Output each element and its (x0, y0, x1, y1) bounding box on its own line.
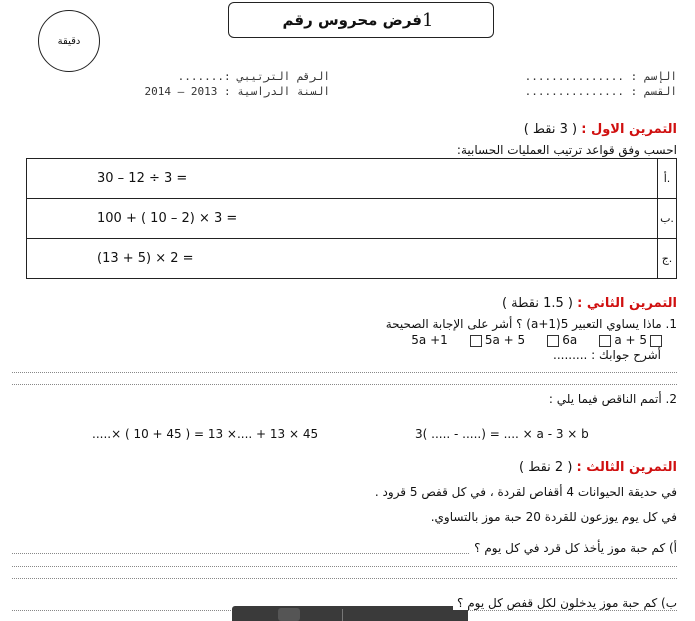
exercise-3-title: التمرين الثالث : (576, 460, 677, 475)
checkbox-option-2[interactable] (470, 335, 482, 347)
seq-number-field: الرقم الترتيبي :....... (177, 70, 330, 83)
row-label-c: ج. (658, 239, 677, 279)
option-3-label: 6a (562, 333, 578, 347)
school-year-field: السنة الدراسية : 2013 – 2014 (144, 85, 330, 98)
exercise-1-title: التمرين الاول : (581, 122, 677, 137)
exercise-2-title: التمرين الثاني : (577, 296, 677, 311)
duration-label: دقيقة (57, 35, 81, 47)
equation-right: 3( ..... - .....) = .... × a - 3 × b (415, 427, 589, 441)
option-2[interactable] (467, 333, 525, 347)
checkbox-option-3[interactable] (547, 335, 559, 347)
answer-line (12, 372, 677, 373)
exercise-2-heading (502, 296, 677, 311)
option-4[interactable] (596, 333, 647, 347)
option-1-label: 5a +1 (411, 333, 448, 347)
checkbox-option-4[interactable] (599, 335, 611, 347)
question-b: ب) كم حبة موز يدخلون لكل قفص كل يوم ؟ (453, 596, 677, 610)
exercise-3-line-1: في حديقة الحيوانات 4 أقفاص لقردة ، في كل قفص 5 قرود . (374, 485, 677, 499)
option-3[interactable] (544, 333, 577, 347)
answer-line (12, 566, 677, 567)
expression-b: 100 + ( 10 – 2) × 3 = (27, 199, 658, 239)
answer-line (12, 578, 677, 579)
table-row (27, 199, 677, 239)
option-4-label: a + 5 (614, 333, 647, 347)
exercise-2-question-2: 2. أتمم الناقص فيما يلي : (548, 392, 677, 406)
duration-circle (38, 10, 100, 72)
exercise-3-line-2: في كل يوم يوزعون للقردة 20 حبة موز بالتساوي. (430, 510, 677, 524)
student-name-field: الإسم : ............... (524, 70, 677, 83)
class-field: القسم : ............... (524, 85, 677, 98)
table-row (27, 239, 677, 279)
exercise-3-heading (519, 460, 677, 475)
exam-title-text: فرض محروس رقم (282, 11, 422, 29)
row-label-b: ب. (658, 199, 677, 239)
exam-number: 1 (422, 9, 434, 31)
viewer-toolbar[interactable] (232, 606, 468, 621)
row-label-a: أ. (658, 159, 677, 199)
toolbar-zoom-icon[interactable] (278, 608, 300, 621)
question-a: أ) كم حبة موز يأخذ كل قرد في كل يوم ؟ (470, 541, 677, 555)
toolbar-divider (342, 609, 343, 621)
exercise-1-heading (524, 122, 677, 137)
answer-options (411, 333, 665, 347)
explain-answer: أشرح جوابك : ......... (553, 348, 661, 362)
expression-c: (13 + 5) × 2 = (27, 239, 658, 279)
expression-a: 30 – 12 ÷ 3 = (27, 159, 658, 199)
answer-line (12, 384, 677, 385)
option-2-label: 5a + 5 (484, 333, 526, 347)
operations-table (26, 158, 677, 279)
exam-title (228, 2, 494, 38)
exercise-1-points: ( 3 نقط ) (523, 122, 578, 137)
equation-left: .....× ( 10 + 45 ) = 13 ×.... + 13 × 45 (92, 427, 319, 441)
checkbox-option-1[interactable] (650, 335, 662, 347)
exercise-1-instruction: احسب وفق قواعد ترتيب العمليات الحسابية: (456, 143, 677, 157)
exercise-3-points: ( 2 نقط ) (519, 460, 573, 475)
table-row (27, 159, 677, 199)
exercise-2-points: ( 1.5 نقطة ) (501, 296, 574, 311)
exercise-2-question-1: 1. ماذا يساوي التعبير 5(a+1) ؟ أشر على الإجابة الصحيحة (385, 317, 677, 331)
